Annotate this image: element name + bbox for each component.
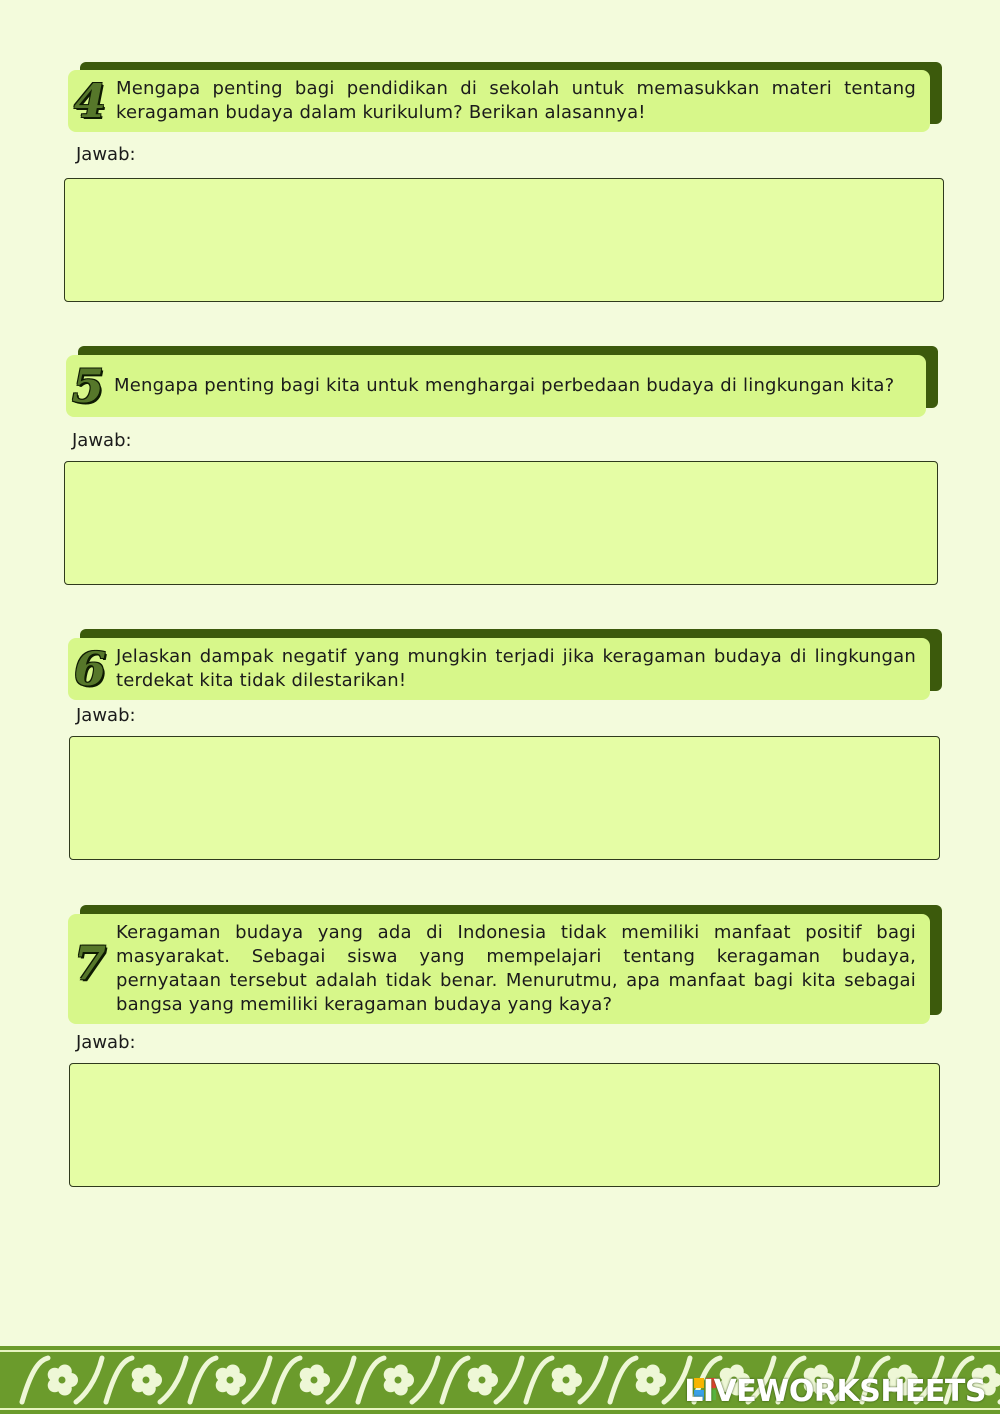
question-number: 5 xyxy=(72,359,105,413)
flower-ornament-icon xyxy=(190,1358,270,1402)
flower-ornament-icon xyxy=(106,1358,186,1402)
question-number: 7 xyxy=(74,936,107,990)
question-card xyxy=(68,70,930,132)
flower-ornament-icon xyxy=(526,1358,606,1402)
question-number: 6 xyxy=(74,642,107,696)
question-card xyxy=(66,355,926,417)
answer-label: Jawab: xyxy=(76,705,136,726)
answer-input[interactable] xyxy=(64,178,944,302)
answer-input[interactable] xyxy=(69,1063,940,1187)
flower-ornament-icon xyxy=(22,1358,102,1402)
question-text: Jelaskan dampak negatif yang mungkin terjadi jika keragaman budaya di lingkungan terdekat kita tidak dilestarikan! xyxy=(116,646,916,691)
answer-input[interactable] xyxy=(69,736,940,860)
answer-label: Jawab: xyxy=(76,144,136,165)
flower-ornament-icon xyxy=(274,1358,354,1402)
question-text: Mengapa penting bagi pendidikan di sekolah untuk memasukkan materi tentang keragaman budaya dalam kurikulum? Berikan alasannya! xyxy=(116,78,916,123)
question-card xyxy=(68,638,930,700)
question-card xyxy=(68,914,930,1024)
answer-label: Jawab: xyxy=(76,1032,136,1053)
question-text: Mengapa penting bagi kita untuk menghargai perbedaan budaya di lingkungan kita? xyxy=(114,375,895,396)
brand-logo-text[interactable]: LIVEWORKSHEETS xyxy=(684,1374,986,1409)
question-text: Keragaman budaya yang ada di Indonesia tidak memiliki manfaat positif bagi masyarakat. Sebagai siswa yang mempelajari tentang keragaman budaya, pernyataan tersebut adalah tidak benar. Menurutmu, apa manfaat bagi kita sebagai bangsa yang memiliki keragaman budaya yang kaya? xyxy=(116,922,916,1015)
answer-label: Jawab: xyxy=(72,430,132,451)
flower-ornament-icon xyxy=(610,1358,690,1402)
question-number: 4 xyxy=(74,74,107,128)
answer-input[interactable] xyxy=(64,461,938,585)
flower-ornament-icon xyxy=(442,1358,522,1402)
flower-ornament-icon xyxy=(358,1358,438,1402)
